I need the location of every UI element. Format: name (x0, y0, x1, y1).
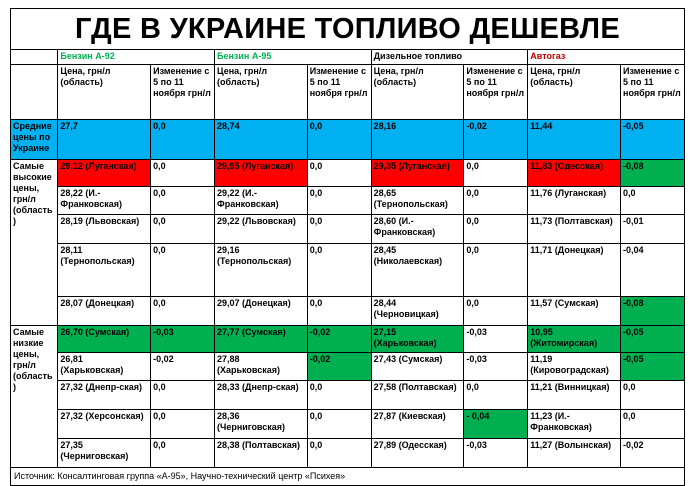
change-cell: 0,0 (307, 160, 371, 187)
high-price-row (11, 215, 685, 244)
change-cell: 0,0 (621, 381, 685, 410)
change-header: Изменение с 5 по 11 ноября грн/л (307, 65, 371, 120)
price-cell: 28,22 (И.-Франковская) (58, 187, 151, 215)
change-cell: 0,0 (307, 439, 371, 468)
price-cell: 28,65 (Тернопольская) (371, 187, 464, 215)
price-header: Цена, грн/л (область) (58, 65, 151, 120)
change-cell: -0,02 (621, 439, 685, 468)
avg-cell: 28,16 (371, 120, 464, 160)
price-cell: 28,44 (Черновицкая) (371, 297, 464, 326)
change-cell: -0,03 (151, 326, 215, 353)
average-row (11, 120, 685, 160)
low-price-row (11, 381, 685, 410)
price-cell: 27,58 (Полтавская) (371, 381, 464, 410)
price-cell: 11,21 (Винницкая) (528, 381, 621, 410)
change-cell: 0,0 (151, 244, 215, 297)
price-cell: 29,16 (Тернопольская) (215, 244, 308, 297)
change-cell: -0,03 (464, 353, 528, 381)
price-cell: 28,11 (Тернопольская) (58, 244, 151, 297)
price-cell: 11,73 (Полтавская) (528, 215, 621, 244)
change-cell: 0,0 (151, 439, 215, 468)
source-note: Источник: Консалтинговая группа «А-95», Научно-технический центр «Психея» (10, 468, 685, 486)
price-cell: 11,27 (Волынская) (528, 439, 621, 468)
change-cell: 0,0 (307, 187, 371, 215)
price-cell: 11,57 (Сумская) (528, 297, 621, 326)
change-cell: 0,0 (464, 381, 528, 410)
price-cell: 28,60 (И.-Франковская) (371, 215, 464, 244)
price-cell: 29,07 (Донецкая) (215, 297, 308, 326)
price-cell: 28,36 (Черниговская) (215, 410, 308, 439)
change-cell: -0,02 (307, 353, 371, 381)
change-cell: -0,08 (621, 297, 685, 326)
change-cell: 0,0 (307, 410, 371, 439)
price-cell: 27,89 (Одесская) (371, 439, 464, 468)
change-cell: -0,08 (621, 160, 685, 187)
price-cell: 29,22 (Львовская) (215, 215, 308, 244)
low-price-row (11, 439, 685, 468)
corner-cell (11, 65, 58, 120)
change-cell: 0,0 (307, 381, 371, 410)
change-cell: 0,0 (621, 410, 685, 439)
change-cell: 0,0 (307, 244, 371, 297)
price-cell: 26,81 (Харьковская) (58, 353, 151, 381)
price-cell: 26,70 (Сумская) (58, 326, 151, 353)
change-cell: -0,02 (151, 353, 215, 381)
change-cell: -0,02 (307, 326, 371, 353)
low-group-label: Самые низкие цены, грн/л (область) (11, 326, 58, 468)
change-cell: 0,0 (151, 410, 215, 439)
high-price-row (11, 160, 685, 187)
change-cell: 0,0 (464, 187, 528, 215)
price-cell: 27,43 (Сумская) (371, 353, 464, 381)
change-cell: 0,0 (464, 215, 528, 244)
document-title: ГДЕ В УКРАИНЕ ТОПЛИВО ДЕШЕВЛЕ (10, 8, 685, 49)
change-cell: 0,0 (151, 160, 215, 187)
high-price-row (11, 187, 685, 215)
corner-cell (11, 50, 58, 65)
change-cell: -0,04 (621, 244, 685, 297)
price-cell: 11,71 (Донецкая) (528, 244, 621, 297)
price-cell: 27,32 (Херсонская) (58, 410, 151, 439)
high-price-row (11, 297, 685, 326)
price-cell: 27,32 (Днепр-ская) (58, 381, 151, 410)
change-cell: 0,0 (307, 215, 371, 244)
column-header-row (11, 65, 685, 120)
change-cell: - 0,04 (464, 410, 528, 439)
change-cell: 0,0 (621, 187, 685, 215)
low-price-row (11, 326, 685, 353)
change-cell: 0,0 (464, 297, 528, 326)
price-header: Цена, грн/л (область) (215, 65, 308, 120)
fuel-price-table (10, 49, 685, 468)
change-cell: 0,0 (151, 297, 215, 326)
price-cell: 11,76 (Луганская) (528, 187, 621, 215)
change-cell: 0,0 (307, 297, 371, 326)
change-cell: -0,03 (464, 326, 528, 353)
fuel-a95-header: Бензин А-95 (215, 50, 372, 65)
avg-cell: 0,0 (151, 120, 215, 160)
fuel-price-document (10, 8, 685, 486)
price-cell: 11,23 (И.-Франковская) (528, 410, 621, 439)
avg-cell: -0,05 (621, 120, 685, 160)
high-group-label: Самые высокие цены, грн/л (область) (11, 160, 58, 326)
avg-cell: 27,7 (58, 120, 151, 160)
price-cell: 28,07 (Донецкая) (58, 297, 151, 326)
price-cell: 27,35 (Черниговская) (58, 439, 151, 468)
avg-cell: 11,44 (528, 120, 621, 160)
average-label: Средние цены по Украине (11, 120, 58, 160)
change-header: Изменение с 5 по 11 ноября грн/л (151, 65, 215, 120)
change-cell: 0,0 (151, 215, 215, 244)
price-cell: 28,33 (Днепр-ская) (215, 381, 308, 410)
change-cell: 0,0 (464, 160, 528, 187)
avg-cell: 0,0 (307, 120, 371, 160)
price-cell: 27,87 (Киевская) (371, 410, 464, 439)
change-cell: 0,0 (151, 381, 215, 410)
price-cell: 29,35 (Луганская) (371, 160, 464, 187)
price-cell: 11,83 (Одесская) (528, 160, 621, 187)
price-cell: 28,45 (Николаевская) (371, 244, 464, 297)
price-cell: 27,15 (Харьковская) (371, 326, 464, 353)
change-cell: -0,03 (464, 439, 528, 468)
avg-cell: -0,02 (464, 120, 528, 160)
price-cell: 10,95 (Житомирская) (528, 326, 621, 353)
fuel-a92-header: Бензин А-92 (58, 50, 215, 65)
change-cell: -0,05 (621, 353, 685, 381)
price-cell: 29,12 (Луганская) (58, 160, 151, 187)
price-cell: 27,88 (Харьковская) (215, 353, 308, 381)
change-header: Изменение с 5 по 11 ноября грн/л (621, 65, 685, 120)
fuel-diesel-header: Дизельное топливо (371, 50, 528, 65)
price-cell: 28,38 (Полтавская) (215, 439, 308, 468)
change-cell: 0,0 (151, 187, 215, 215)
change-header: Изменение с 5 по 11 ноября грн/л (464, 65, 528, 120)
price-header: Цена, грн/л (область) (528, 65, 621, 120)
fuel-gas-header: Автогаз (528, 50, 685, 65)
change-cell: 0,0 (464, 244, 528, 297)
change-cell: -0,05 (621, 326, 685, 353)
price-cell: 11,19 (Кировоградская) (528, 353, 621, 381)
fuel-header-row (11, 50, 685, 65)
change-cell: -0,01 (621, 215, 685, 244)
price-header: Цена, грн/л (область) (371, 65, 464, 120)
low-price-row (11, 410, 685, 439)
low-price-row (11, 353, 685, 381)
price-cell: 29,95 (Луганская) (215, 160, 308, 187)
avg-cell: 28,74 (215, 120, 308, 160)
high-price-row (11, 244, 685, 297)
price-cell: 29,22 (И.-Франковская) (215, 187, 308, 215)
price-cell: 28,19 (Львовская) (58, 215, 151, 244)
price-cell: 27,77 (Сумская) (215, 326, 308, 353)
